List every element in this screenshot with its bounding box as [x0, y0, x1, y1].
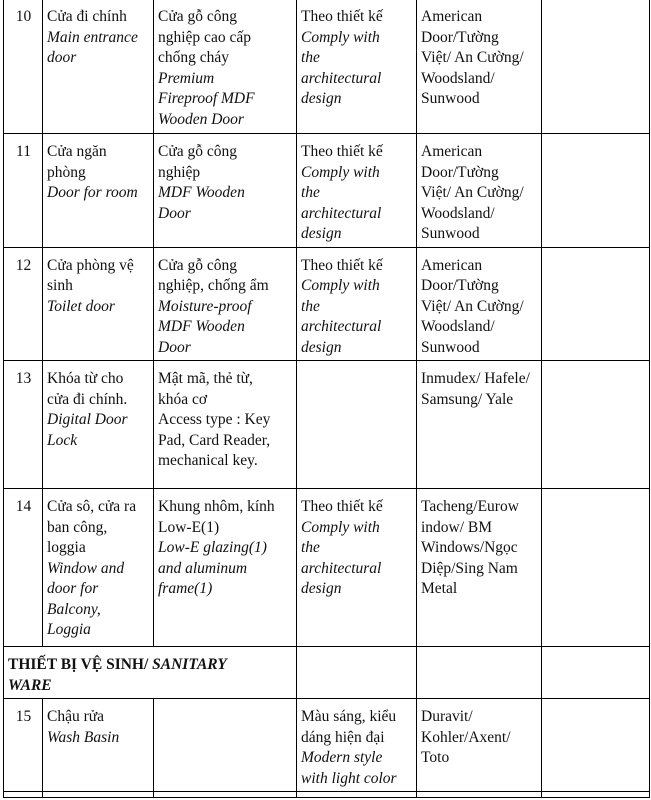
partial-cell [297, 792, 417, 798]
item-cell [43, 134, 154, 248]
cell-line: Chậu rửa [47, 708, 105, 725]
partial-cell [43, 792, 154, 798]
row-number: 13 [15, 370, 32, 387]
cell-line: Khóa từ cho [47, 370, 124, 387]
item-cell [43, 0, 154, 134]
brand-cell [417, 699, 542, 792]
cell-line: Comply with [301, 277, 380, 294]
row-number-cell [4, 699, 43, 792]
cell-line: architectural [301, 69, 382, 87]
spec-cell [297, 247, 417, 361]
cell-line: indow/ BM [421, 518, 493, 536]
spec-cell [297, 0, 417, 134]
cell-line: American [421, 256, 483, 274]
cell-line: Door/Tường [421, 277, 499, 294]
specification-table [3, 0, 650, 798]
cell-line: Fireproof MDF [158, 90, 255, 107]
cell-line: door [47, 49, 77, 66]
cell-line: with light color [301, 769, 397, 787]
cell-line: Premium [158, 69, 215, 87]
cell-line: Door [158, 204, 191, 222]
row-number: 15 [15, 708, 32, 725]
cell-line: frame(1) [158, 580, 213, 597]
note-cell [542, 489, 650, 647]
cell-line: MDF Wooden [158, 318, 245, 335]
material-cell [154, 361, 297, 489]
row-number-cell [4, 0, 43, 134]
cell-line: Pad, Card Reader, [158, 431, 271, 449]
section-heading [4, 647, 297, 699]
row-number: 11 [16, 143, 31, 160]
table-row [4, 699, 650, 792]
section-row [4, 647, 650, 699]
cell-line: the [301, 297, 320, 315]
cell-line: Màu sáng, kiểu [301, 708, 397, 725]
section-title-en-cont: WARE [8, 676, 52, 694]
brand-cell [417, 247, 542, 361]
note-cell [542, 0, 650, 134]
section-empty-cell [542, 647, 650, 699]
cell-line: Cửa gỗ công [158, 143, 237, 160]
table-row-partial [4, 792, 650, 798]
table-row [4, 0, 650, 134]
cell-line: Low-E(1) [158, 518, 220, 536]
cell-line: Theo thiết kế [301, 8, 383, 25]
cell-line: Sunwood [421, 338, 480, 356]
cell-line: Main entrance [47, 28, 138, 46]
item-cell [43, 489, 154, 647]
cell-line: Comply with [301, 28, 380, 46]
cell-line: Sunwood [421, 225, 480, 242]
cell-line: nghiệp [158, 163, 201, 181]
cell-line: Toto [421, 749, 450, 766]
item-cell [43, 699, 154, 792]
cell-line: Metal [421, 580, 458, 597]
cell-line: Theo thiết kế [301, 143, 383, 160]
cell-line: Việt/ An Cường/ [421, 184, 524, 201]
cell-line: design [301, 580, 342, 597]
cell-line: Toilet door [47, 297, 115, 315]
cell-line: khóa cơ [158, 390, 208, 408]
cell-line: Duravit/ [421, 708, 473, 725]
material-cell [154, 247, 297, 361]
row-number: 10 [15, 8, 32, 25]
cell-line: architectural [301, 559, 382, 577]
section-title-vi: THIẾT BỊ VỆ SINH/ [8, 656, 153, 673]
note-cell [542, 134, 650, 248]
row-number: 12 [15, 256, 32, 274]
cell-line: Windows/Ngọc [421, 539, 518, 556]
cell-line: loggia [47, 539, 86, 556]
cell-line: the [301, 539, 320, 556]
cell-line: architectural [301, 318, 382, 335]
cell-line: Samsung/ Yale [421, 390, 514, 408]
cell-line: Cửa gỗ công [158, 256, 237, 274]
cell-line: Sunwood [421, 90, 480, 107]
partial-cell [542, 792, 650, 798]
cell-line: dáng hiện đại [301, 728, 385, 746]
cell-line: mechanical key. [158, 452, 258, 469]
cell-line: ban công, [47, 518, 108, 536]
cell-line: Việt/ An Cường/ [421, 49, 524, 66]
cell-line: MDF Wooden [158, 184, 245, 201]
cell-line: Diệp/Sing Nam [421, 559, 518, 577]
cell-line: Lock [47, 431, 78, 449]
cell-line: Cửa gỗ công [158, 8, 237, 25]
material-cell [154, 699, 297, 792]
table-row [4, 361, 650, 489]
cell-line: Cửa phòng vệ [47, 256, 134, 274]
note-cell [542, 361, 650, 489]
cell-line: Window and [47, 559, 125, 577]
cell-line: Door/Tường [421, 28, 499, 46]
table-row [4, 134, 650, 248]
cell-line: design [301, 225, 342, 242]
material-cell [154, 489, 297, 647]
cell-line: Việt/ An Cường/ [421, 297, 524, 315]
cell-line: Low-E glazing(1) [158, 539, 267, 556]
cell-line: Moisture-proof [158, 297, 252, 315]
cell-line: phòng [47, 163, 86, 181]
cell-line: Woodsland/ [421, 204, 495, 222]
section-empty-cell [297, 647, 417, 699]
cell-line: Cửa sô, cửa ra [47, 498, 137, 515]
row-number: 14 [15, 498, 32, 515]
cell-line: chống cháy [158, 49, 230, 66]
brand-cell [417, 361, 542, 489]
cell-line: door for [47, 580, 99, 597]
cell-line: American [421, 8, 483, 25]
row-number-cell [4, 247, 43, 361]
cell-line: nghiệp cao cấp [158, 28, 251, 46]
material-cell [154, 134, 297, 248]
cell-line: Woodsland/ [421, 318, 495, 335]
cell-line: and aluminum [158, 559, 248, 577]
cell-line: design [301, 338, 342, 356]
spec-cell [297, 699, 417, 792]
cell-line: Door [158, 338, 191, 356]
partial-cell [154, 792, 297, 798]
table-body [4, 0, 650, 798]
brand-cell [417, 134, 542, 248]
cell-line: American [421, 143, 483, 160]
cell-line: Door/Tường [421, 163, 499, 181]
spec-cell [297, 489, 417, 647]
cell-line: Wooden Door [158, 110, 244, 128]
cell-line: Khung nhôm, kính [158, 498, 275, 515]
cell-line: Access type : Key [158, 411, 271, 428]
cell-line: nghiệp, chống ẩm [158, 277, 269, 294]
cell-line: Comply with [301, 518, 380, 536]
partial-cell [4, 792, 43, 798]
section-title-en: SANITARY [152, 656, 227, 673]
cell-line: Cửa ngăn [47, 143, 107, 160]
spec-cell [297, 361, 417, 489]
spec-cell [297, 134, 417, 248]
cell-line: Tacheng/Eurow [421, 498, 519, 515]
cell-line: the [301, 184, 320, 201]
brand-cell [417, 0, 542, 134]
cell-line: Comply with [301, 163, 380, 181]
note-cell [542, 247, 650, 361]
cell-line: design [301, 90, 342, 107]
section-empty-cell [417, 647, 542, 699]
row-number-cell [4, 361, 43, 489]
item-cell [43, 361, 154, 489]
cell-line: cửa đi chính. [47, 390, 128, 408]
note-cell [542, 699, 650, 792]
cell-line: Inmudex/ Hafele/ [421, 370, 530, 387]
cell-line: Theo thiết kế [301, 498, 383, 515]
material-cell [154, 0, 297, 134]
cell-line: Cửa đi chính [47, 8, 127, 25]
cell-line: Modern style [301, 749, 383, 766]
table-row [4, 247, 650, 361]
item-cell [43, 247, 154, 361]
row-number-cell [4, 489, 43, 647]
cell-line: Door for room [47, 184, 138, 201]
cell-line: architectural [301, 204, 382, 222]
table-row [4, 489, 650, 647]
cell-line: Wash Basin [47, 728, 120, 746]
brand-cell [417, 489, 542, 647]
cell-line: Balcony, [47, 600, 101, 618]
cell-line: Woodsland/ [421, 69, 495, 87]
cell-line: Mật mã, thẻ từ, [158, 370, 253, 387]
cell-line: sinh [47, 277, 73, 294]
cell-line: Theo thiết kế [301, 256, 383, 274]
cell-line: Loggia [47, 621, 91, 638]
cell-line: the [301, 49, 320, 66]
cell-line: Kohler/Axent/ [421, 728, 511, 746]
cell-line: Digital Door [47, 411, 128, 428]
row-number-cell [4, 134, 43, 248]
partial-cell [417, 792, 542, 798]
